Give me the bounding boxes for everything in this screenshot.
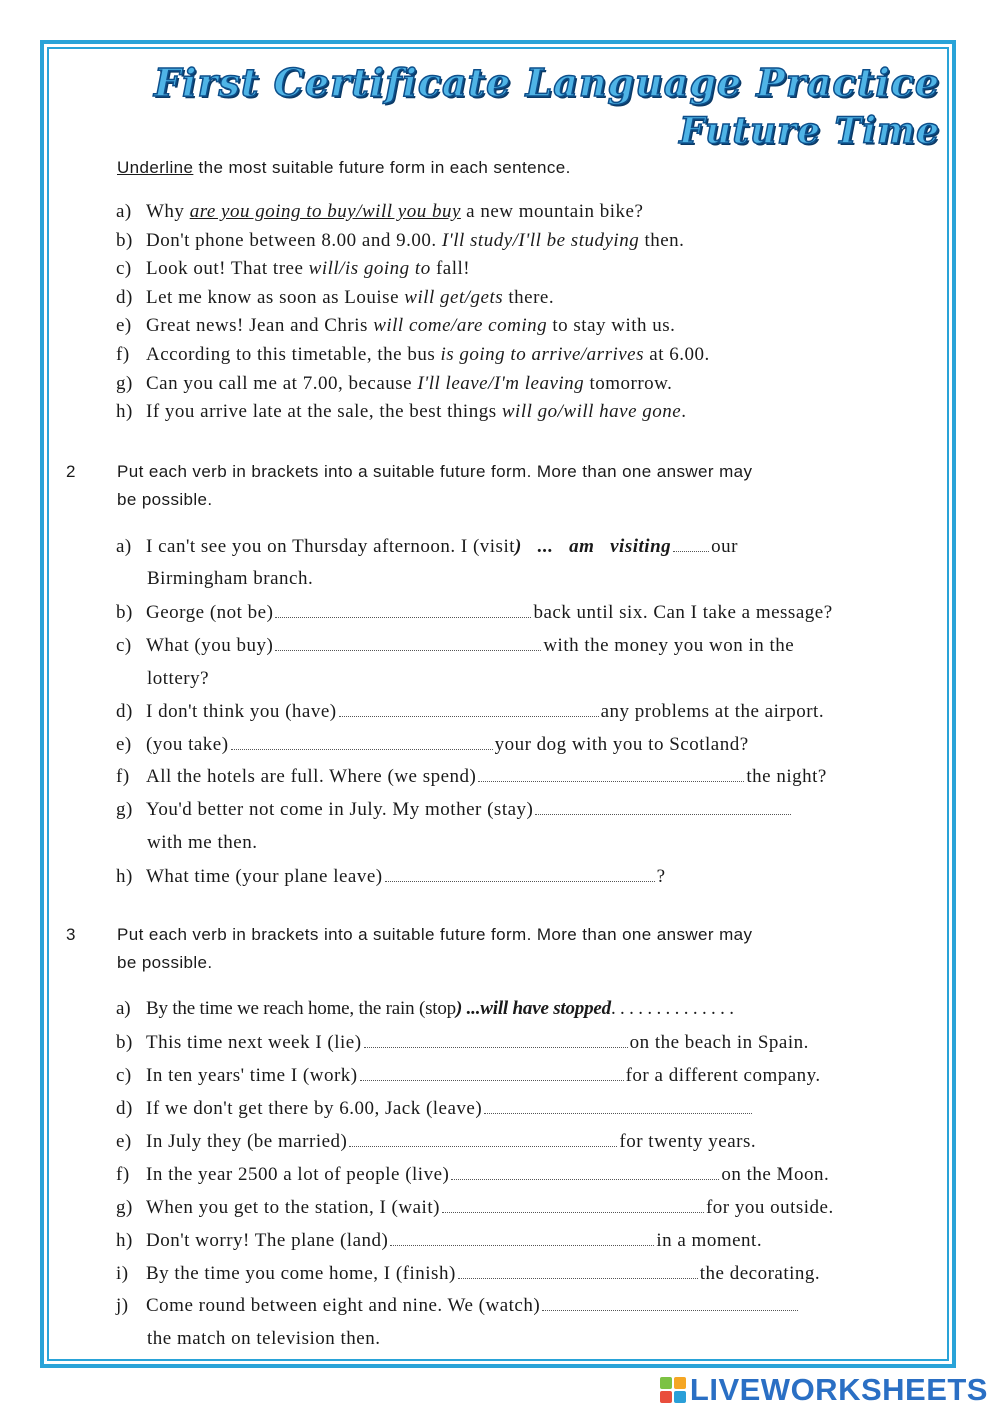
logo-square-icon bbox=[674, 1377, 686, 1389]
s3-item-j-cont: the match on television then. bbox=[147, 1328, 381, 1349]
s2-item-f bbox=[116, 766, 827, 788]
item-text: on the beach in Spain. bbox=[629, 1032, 809, 1053]
item-text: George (not be) bbox=[146, 602, 274, 623]
brand-text: LIVEWORKSHEETS bbox=[689, 1372, 988, 1407]
item-text: for you outside. bbox=[705, 1197, 834, 1218]
item-choice[interactable]: I'll study/I'll be studying bbox=[441, 230, 640, 251]
item-label: h) bbox=[116, 401, 133, 422]
item-label: f) bbox=[116, 766, 130, 787]
item-text: What (you buy) bbox=[146, 635, 274, 656]
answer-field[interactable] bbox=[364, 1046, 628, 1048]
item-label: e) bbox=[116, 734, 132, 755]
item-label: a) bbox=[116, 536, 132, 557]
answer-field[interactable] bbox=[360, 1079, 624, 1081]
item-text: By the time we reach home, the rain (stop bbox=[146, 998, 456, 1019]
item-label: e) bbox=[116, 315, 132, 336]
item-text: your dog with you to Scotland? bbox=[494, 734, 749, 755]
answer-field[interactable] bbox=[275, 616, 531, 618]
s2-item-e bbox=[116, 734, 749, 756]
item-text: Let me know as soon as Louise bbox=[146, 287, 405, 308]
instruction-underline-word: Underline bbox=[117, 158, 194, 177]
item-label: c) bbox=[116, 635, 132, 656]
item-text: our bbox=[711, 536, 738, 557]
liveworksheets-logo[interactable] bbox=[660, 1372, 988, 1408]
item-text: on the Moon. bbox=[721, 1164, 830, 1185]
s1-item-b bbox=[116, 230, 684, 252]
item-text: . . . . . . . . . . . . . . bbox=[610, 998, 734, 1019]
item-text: If we don't get there by 6.00, Jack (leave) bbox=[146, 1098, 483, 1119]
item-text: in a moment. bbox=[656, 1230, 763, 1251]
item-choice[interactable]: will come/are coming bbox=[373, 315, 548, 336]
s2-item-c bbox=[116, 635, 794, 657]
item-label: g) bbox=[116, 373, 133, 394]
answer-field[interactable] bbox=[442, 1211, 704, 1213]
item-text: at 6.00. bbox=[644, 344, 710, 365]
answer-field[interactable] bbox=[385, 880, 655, 882]
section3-instruction-2: be possible. bbox=[117, 953, 213, 972]
item-text: back until six. Can I take a message? bbox=[533, 602, 833, 623]
s2-item-h bbox=[116, 866, 666, 888]
item-label: j) bbox=[116, 1295, 129, 1316]
item-text: Look out! That tree bbox=[146, 258, 309, 279]
logo-grid-icon bbox=[660, 1377, 686, 1403]
s3-item-h bbox=[116, 1230, 762, 1252]
s3-item-i bbox=[116, 1263, 820, 1285]
item-choice[interactable]: will/is going to bbox=[308, 258, 431, 279]
answer-field[interactable] bbox=[542, 1309, 798, 1311]
s1-item-e bbox=[116, 315, 675, 337]
s1-item-c bbox=[116, 258, 470, 280]
item-text: When you get to the station, I (wait) bbox=[146, 1197, 440, 1218]
item-text: fall! bbox=[430, 258, 471, 279]
answer-field[interactable]: ) ... am visiting bbox=[515, 536, 672, 557]
answer-field[interactable] bbox=[458, 1277, 698, 1279]
item-text: In the year 2500 a lot of people (live) bbox=[146, 1164, 450, 1185]
answer-field[interactable] bbox=[390, 1244, 654, 1246]
answer-field[interactable] bbox=[535, 813, 791, 815]
s2-item-g bbox=[116, 799, 793, 821]
item-text: Great news! Jean and Chris bbox=[146, 315, 374, 336]
item-label: c) bbox=[116, 258, 132, 279]
section3-instruction-1: Put each verb in brackets into a suitable future form. More than one answer may bbox=[117, 925, 753, 944]
item-text: This time next week I (lie) bbox=[146, 1032, 362, 1053]
item-text: Why bbox=[146, 201, 190, 222]
item-text: (you take) bbox=[146, 734, 229, 755]
item-label: f) bbox=[116, 1164, 130, 1185]
answer-field[interactable]: ) ...will have stopped bbox=[455, 998, 611, 1019]
s2-item-b bbox=[116, 602, 833, 624]
item-text: then. bbox=[639, 230, 685, 251]
item-label: e) bbox=[116, 1131, 132, 1152]
item-text: You'd better not come in July. My mother (stay) bbox=[146, 799, 534, 820]
item-label: h) bbox=[116, 1230, 133, 1251]
item-label: h) bbox=[116, 866, 133, 887]
item-text: By the time you come home, I (finish) bbox=[146, 1263, 456, 1284]
item-text: In July they (be married) bbox=[146, 1131, 348, 1152]
item-text: the decorating. bbox=[699, 1263, 821, 1284]
item-label: c) bbox=[116, 1065, 132, 1086]
item-text: tomorrow. bbox=[584, 373, 673, 394]
item-text: All the hotels are full. Where (we spend) bbox=[146, 766, 477, 787]
s2-item-a-cont: Birmingham branch. bbox=[147, 568, 314, 589]
answer-dots bbox=[673, 550, 709, 552]
item-label: d) bbox=[116, 1098, 133, 1119]
item-text: In ten years' time I (work) bbox=[146, 1065, 358, 1086]
item-label: a) bbox=[116, 201, 132, 222]
section1-instruction bbox=[117, 158, 571, 178]
s3-item-f bbox=[116, 1164, 829, 1186]
s3-item-c bbox=[116, 1065, 821, 1087]
s1-item-a bbox=[116, 201, 643, 223]
s2-item-g-cont: with me then. bbox=[147, 832, 258, 853]
item-text: Come round between eight and nine. We (watch) bbox=[146, 1295, 541, 1316]
logo-square-icon bbox=[660, 1391, 672, 1403]
item-text: I can't see you on Thursday afternoon. I (visit bbox=[146, 536, 516, 557]
item-choice[interactable]: are you going to buy/will you buy bbox=[189, 201, 461, 222]
item-choice[interactable]: I'll leave/I'm leaving bbox=[417, 373, 585, 394]
item-label: g) bbox=[116, 1197, 133, 1218]
item-label: i) bbox=[116, 1263, 129, 1284]
section2-instruction-2: be possible. bbox=[117, 490, 213, 509]
item-text: to stay with us. bbox=[547, 315, 676, 336]
s3-item-a bbox=[116, 998, 734, 1020]
item-label: g) bbox=[116, 799, 133, 820]
item-text: . bbox=[681, 401, 687, 422]
answer-field[interactable] bbox=[231, 748, 493, 750]
item-label: b) bbox=[116, 230, 133, 251]
section2-number: 2 bbox=[66, 462, 76, 481]
s3-item-b bbox=[116, 1032, 809, 1054]
s1-item-h bbox=[116, 401, 686, 423]
item-label: d) bbox=[116, 701, 133, 722]
logo-square-icon bbox=[660, 1377, 672, 1389]
item-text: Don't phone between 8.00 and 9.00. bbox=[146, 230, 442, 251]
item-label: f) bbox=[116, 344, 130, 365]
item-text: Don't worry! The plane (land) bbox=[146, 1230, 389, 1251]
answer-field[interactable] bbox=[451, 1178, 719, 1180]
answer-field[interactable] bbox=[478, 780, 744, 782]
section3-number: 3 bbox=[66, 925, 76, 944]
item-text: Can you call me at 7.00, because bbox=[146, 373, 418, 394]
s1-item-f bbox=[116, 344, 710, 366]
item-label: b) bbox=[116, 602, 133, 623]
s1-item-d bbox=[116, 287, 554, 309]
item-label: a) bbox=[116, 998, 131, 1019]
item-choice[interactable]: is going to arrive/arrives bbox=[440, 344, 645, 365]
title-line-2: Future Time bbox=[679, 110, 940, 152]
s3-item-e bbox=[116, 1131, 756, 1153]
logo-square-icon bbox=[674, 1391, 686, 1403]
s3-item-j bbox=[116, 1295, 800, 1317]
item-text: for twenty years. bbox=[619, 1131, 757, 1152]
item-text: ? bbox=[656, 866, 666, 887]
item-text: What time (your plane leave) bbox=[146, 866, 383, 887]
section2-instruction-1: Put each verb in brackets into a suitable future form. More than one answer may bbox=[117, 462, 753, 481]
answer-field[interactable] bbox=[484, 1112, 752, 1114]
title-line-1: First Certificate Language Practice bbox=[154, 60, 940, 105]
item-text: any problems at the airport. bbox=[600, 701, 825, 722]
s1-item-g bbox=[116, 373, 672, 395]
item-choice[interactable]: will go/will have gone bbox=[501, 401, 682, 422]
item-text: a new mountain bike? bbox=[460, 201, 644, 222]
s3-item-d bbox=[116, 1098, 754, 1120]
item-text: there. bbox=[503, 287, 555, 308]
item-text: According to this timetable, the bus bbox=[146, 344, 441, 365]
answer-field[interactable] bbox=[349, 1145, 617, 1147]
s3-item-g bbox=[116, 1197, 834, 1219]
item-text: I don't think you (have) bbox=[146, 701, 337, 722]
s2-item-d bbox=[116, 701, 824, 723]
item-text: If you arrive late at the sale, the best things bbox=[146, 401, 502, 422]
answer-field[interactable] bbox=[339, 715, 599, 717]
instruction-text: the most suitable future form in each sentence. bbox=[193, 158, 571, 177]
answer-field[interactable] bbox=[275, 649, 541, 651]
s2-item-a bbox=[116, 536, 738, 558]
s2-item-c-cont: lottery? bbox=[147, 668, 210, 689]
item-label: d) bbox=[116, 287, 133, 308]
item-choice[interactable]: will get/gets bbox=[404, 287, 504, 308]
item-text: the night? bbox=[746, 766, 827, 787]
item-text: for a different company. bbox=[625, 1065, 821, 1086]
item-label: b) bbox=[116, 1032, 133, 1053]
item-text: with the money you won in the bbox=[543, 635, 795, 656]
